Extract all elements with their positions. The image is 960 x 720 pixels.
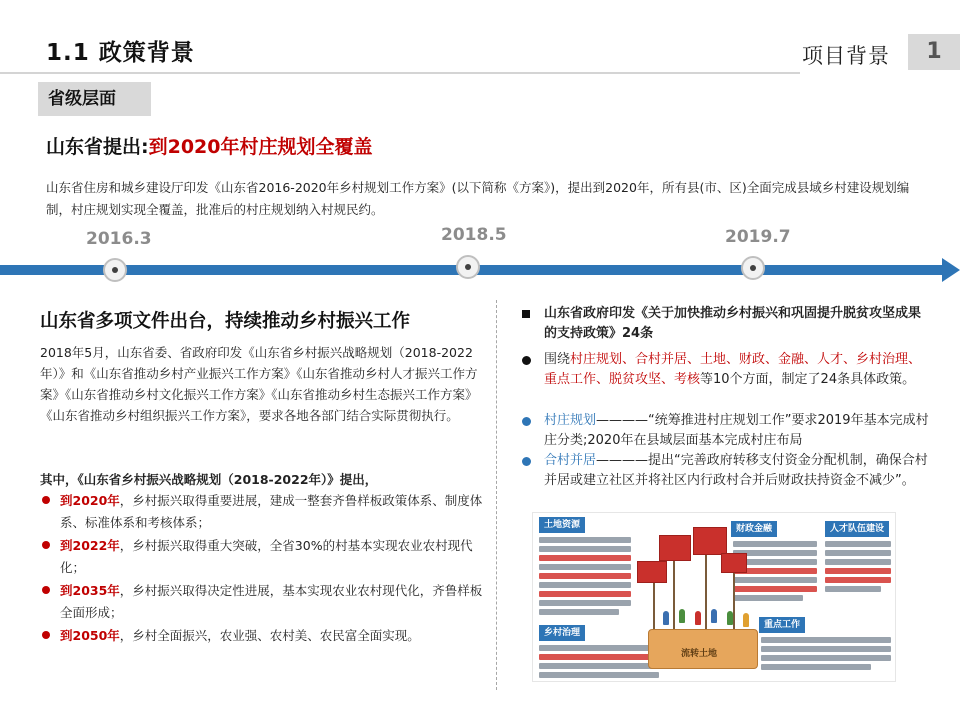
person-icon (663, 611, 669, 625)
infographic-text-line (539, 537, 631, 543)
point-text: ————“统筹推进村庄规划工作”要求2019年基本完成村庄分类;2020年在县域层面基本完成村庄布局 (544, 413, 929, 448)
goal-year: 到2022年 (60, 538, 120, 553)
person-icon (711, 609, 717, 623)
list-item (40, 490, 490, 533)
headline-prefix: 山东省提出: (46, 136, 149, 158)
infographic-text-line (539, 573, 631, 579)
sign-board (693, 527, 727, 555)
column-divider (496, 300, 497, 690)
goal-text: ，乡村振兴取得重要进展，建成一整套齐鲁样板政策体系、制度体系、标准体系和考核体系； (60, 493, 483, 530)
infographic-text-line (539, 564, 631, 570)
policy-areas (522, 350, 932, 390)
infographic-text-line (761, 655, 891, 661)
goal-text: ，乡村全面振兴，农业强、农村美、农民富全面实现。 (119, 628, 420, 643)
person-icon (743, 613, 749, 627)
goal-text: ，乡村振兴取得重大突破，全省30%的村基本实现农业农村现代化； (60, 538, 473, 575)
person-icon (727, 611, 733, 625)
policy-doc-title-text: 山东省政府印发《关于加快推动乡村振兴和巩固提升脱贫攻坚成果的支持政策》24条 (544, 306, 922, 341)
point-text: ————提出“完善政府转移支付资金分配机制，确保合村并居或建立社区并将社区内行政村合并后财政扶持资金不减少”。 (544, 453, 928, 488)
infographic-tag: 土地资源 (539, 517, 585, 533)
section-name: 项目背景 (802, 44, 890, 68)
bullet-icon (522, 356, 531, 365)
infographic-text-line (761, 664, 871, 670)
infographic-text-line (761, 637, 891, 643)
timeline-date-2019: 2019.7 (725, 227, 791, 247)
timeline-date-2016: 2016.3 (86, 229, 152, 249)
infographic-text-line (539, 582, 631, 588)
person-icon (695, 611, 701, 625)
timeline-node-icon (456, 255, 480, 279)
goal-list (40, 490, 490, 649)
goal-year: 到2050年 (60, 628, 120, 643)
infographic-text-line (539, 546, 631, 552)
policy-point-village-merge (522, 451, 932, 491)
infographic-text-line (825, 550, 891, 556)
timeline-arrow-icon (942, 258, 960, 282)
infographic-text-line (825, 586, 881, 592)
infographic-text-line (825, 559, 891, 565)
areas-list: 村庄规划、合村并居、土地、财政、金融、人才、乡村治理、重点工作、脱贫攻坚、考核 (544, 352, 922, 387)
infographic-tag: 财政金融 (731, 521, 777, 537)
bullet-icon (42, 496, 50, 504)
infographic-text-line (733, 541, 817, 547)
areas-suffix: 等10个方面，制定了24条具体政策。 (700, 372, 916, 387)
goal-year: 到2035年 (60, 583, 120, 598)
bullet-icon (42, 541, 50, 549)
list-item (40, 535, 490, 578)
infographic-text-line (825, 541, 891, 547)
title-underline (0, 72, 800, 74)
timeline-node-icon (103, 258, 127, 282)
point-label: 村庄规划 (544, 413, 597, 428)
infographic-tag: 人才队伍建设 (825, 521, 889, 537)
square-bullet-icon (522, 310, 530, 318)
headline-highlight: 到2020年村庄规划全覆盖 (148, 136, 373, 158)
list-item (40, 580, 490, 623)
infographic-text-line (539, 672, 659, 678)
slide-title: 1.1 政策背景 (46, 40, 195, 66)
bullet-icon (522, 417, 531, 426)
infographic-text-line (761, 646, 891, 652)
infographic-text-line (733, 577, 817, 583)
headline (46, 132, 373, 159)
point-label: 合村并居 (544, 453, 597, 468)
sign-board (659, 535, 691, 561)
timeline-node-icon (741, 256, 765, 280)
areas-prefix: 围绕 (544, 352, 571, 367)
infographic-text-line (539, 591, 631, 597)
policy-doc-title (522, 304, 932, 344)
goal-text: ，乡村振兴取得决定性进展，基本实现农业农村现代化，齐鲁样板全面形成； (60, 583, 483, 620)
infographic-text-line (733, 586, 817, 592)
left-heading: 山东省多项文件出台，持续推动乡村振兴工作 (40, 311, 411, 332)
timeline-date-2018: 2018.5 (441, 225, 507, 245)
person-icon (679, 609, 685, 623)
bullet-icon (42, 586, 50, 594)
left-paragraph: 2018年5月，山东省委、省政府印发《山东省乡村振兴战略规划（2018-2022年）》和《山东省推动乡村产业振兴工作方案》《山东省推动乡村人才振兴工作方案》《山东省推动乡村文化振兴工作方案》《山东省推动乡村生态振兴工作方案》《山东省推动乡村组织振兴工作方案》，要求各地各部门结合实际贯彻执行。 (40, 345, 478, 423)
list-item (40, 625, 490, 647)
infographic-text-line (825, 577, 891, 583)
policy-point-village-planning (522, 411, 932, 451)
infographic-text-line (539, 555, 631, 561)
bullet-icon (522, 457, 531, 466)
infographic-text-line (539, 609, 619, 615)
infographic-text-line (825, 568, 891, 574)
infographic-text-line (733, 595, 803, 601)
left-sub-heading: 其中，《山东省乡村振兴战略规划（2018-2022年）》提出， (40, 472, 378, 487)
land-platform-label: 流转土地 (681, 649, 718, 659)
infographic-tag: 乡村治理 (539, 625, 585, 641)
sign-board (721, 553, 747, 573)
level-tag: 省级层面 (38, 82, 151, 116)
goal-year: 到2020年 (60, 493, 120, 508)
policy-infographic (532, 512, 896, 682)
sign-board (637, 561, 667, 583)
infographic-tag: 重点工作 (759, 617, 805, 633)
page-number: 1 (908, 34, 960, 70)
infographic-text-line (539, 600, 631, 606)
bullet-icon (42, 631, 50, 639)
intro-paragraph: 山东省住房和城乡建设厅印发《山东省2016-2020年乡村规划工作方案》(以下简称《方案》)，提出到2020年，所有县(市、区)全面完成县域乡村建设规划编制，村庄规划实现全覆盖，批准后的村庄规划纳入村规民约。 (46, 180, 910, 217)
